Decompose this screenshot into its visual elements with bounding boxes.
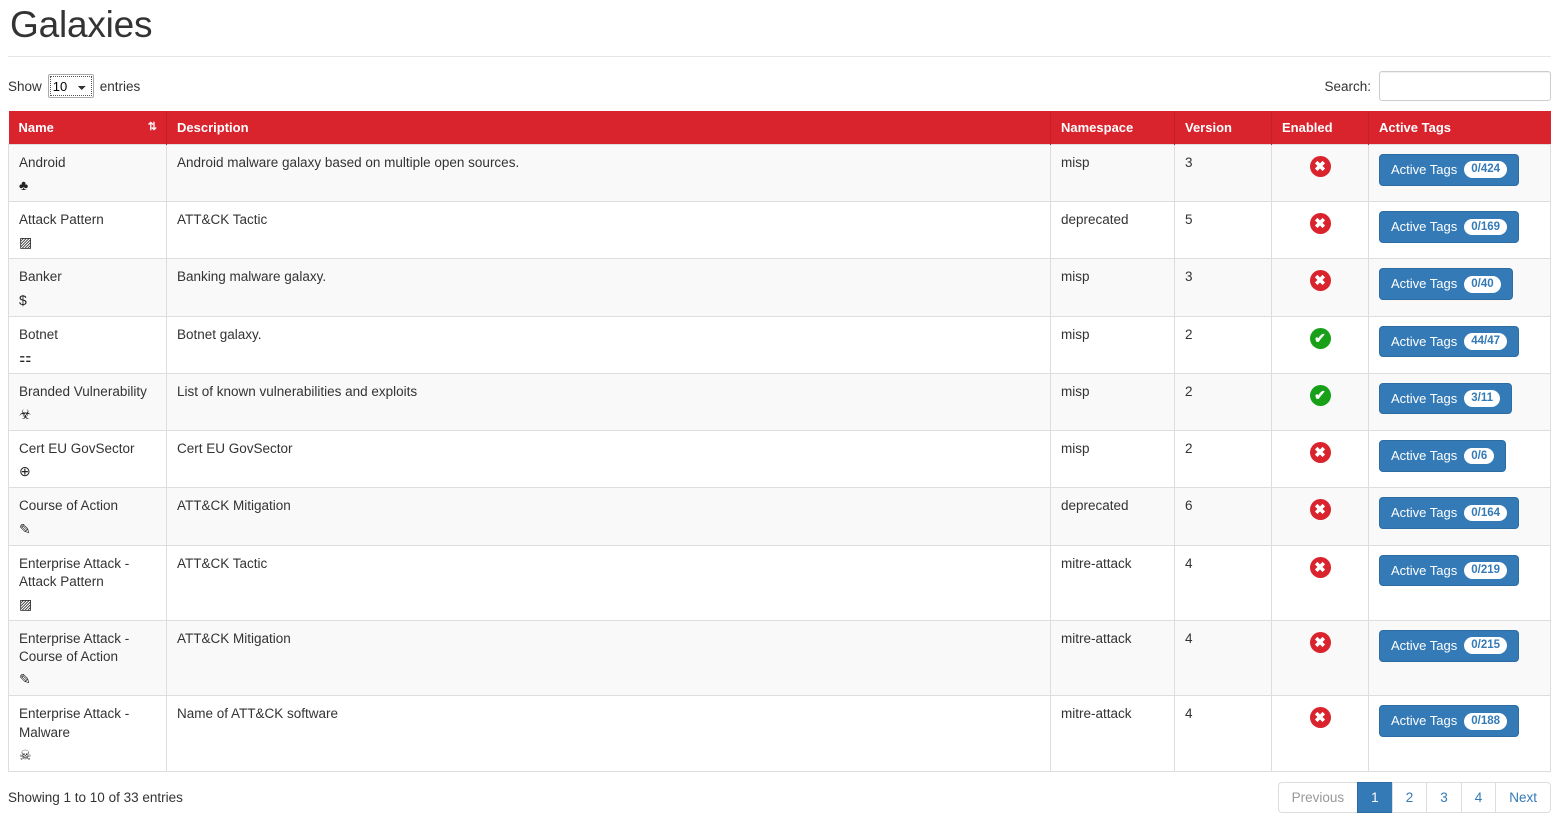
malware-icon: ☠ — [19, 746, 32, 763]
column-header-namespace[interactable] — [1051, 111, 1175, 145]
cell-description: ATT&CK Mitigation — [167, 620, 1051, 695]
cell-namespace: misp — [1051, 431, 1175, 488]
pagination-next[interactable]: Next — [1495, 782, 1551, 813]
show-label: Show — [8, 78, 42, 94]
cell-enabled — [1272, 545, 1369, 620]
page-title: Galaxies — [10, 4, 153, 45]
cell-name — [9, 488, 167, 545]
cell-name — [9, 545, 167, 620]
cell-version: 2 — [1175, 431, 1272, 488]
table-row — [9, 620, 1551, 695]
active-tags-button[interactable] — [1379, 705, 1519, 737]
galaxies-table — [8, 111, 1551, 772]
galaxy-name: Botnet — [19, 326, 59, 342]
table-row — [9, 145, 1551, 202]
cell-enabled — [1272, 373, 1369, 430]
active-tags-count-badge: 0/215 — [1464, 637, 1507, 654]
table-row — [9, 431, 1551, 488]
disabled-cross-icon[interactable]: ✖ — [1310, 557, 1331, 578]
active-tags-button-label: Active Tags — [1391, 276, 1458, 292]
active-tags-button[interactable] — [1379, 154, 1519, 186]
search-label: Search: — [1324, 78, 1371, 94]
active-tags-count-badge: 0/40 — [1464, 276, 1500, 293]
active-tags-count-badge: 0/219 — [1464, 562, 1507, 579]
cell-namespace: deprecated — [1051, 202, 1175, 259]
active-tags-button-label: Active Tags — [1391, 333, 1458, 349]
cell-active-tags — [1369, 488, 1551, 545]
table-row — [9, 696, 1551, 771]
cell-namespace: mitre-attack — [1051, 696, 1175, 771]
table-row — [9, 202, 1551, 259]
cell-version: 4 — [1175, 620, 1272, 695]
active-tags-button-label: Active Tags — [1391, 162, 1458, 177]
sort-icon[interactable]: ⇅ — [147, 121, 156, 133]
cell-namespace: misp — [1051, 373, 1175, 430]
galaxy-name: Enterprise Attack - Attack Pattern — [19, 555, 130, 589]
cell-description: ATT&CK Tactic — [167, 202, 1051, 259]
active-tags-count-badge: 0/188 — [1464, 713, 1507, 730]
attack-pattern-icon: ▨ — [19, 234, 33, 251]
cell-active-tags — [1369, 696, 1551, 771]
table-body — [9, 145, 1551, 772]
cell-namespace: deprecated — [1051, 488, 1175, 545]
active-tags-button[interactable] — [1379, 268, 1513, 300]
cell-description: ATT&CK Tactic — [167, 545, 1051, 620]
cell-version: 4 — [1175, 545, 1272, 620]
table-row — [9, 545, 1551, 620]
active-tags-button[interactable] — [1379, 555, 1519, 587]
globe-icon: ⊕ — [19, 463, 31, 480]
cell-active-tags — [1369, 431, 1551, 488]
cell-enabled — [1272, 696, 1369, 771]
page-length-select[interactable] — [48, 74, 94, 98]
galaxy-name: Cert EU GovSector — [19, 441, 135, 457]
column-label-name: Name — [18, 120, 54, 135]
bug-icon: ☣ — [19, 406, 32, 423]
cell-version: 6 — [1175, 488, 1272, 545]
disabled-cross-icon[interactable]: ✖ — [1310, 270, 1331, 291]
column-label-namespace: Namespace — [1061, 120, 1134, 135]
cell-namespace: misp — [1051, 259, 1175, 316]
cell-description: Banking malware galaxy. — [167, 259, 1051, 316]
disabled-cross-icon[interactable]: ✖ — [1310, 156, 1331, 177]
galaxy-name: Attack Pattern — [19, 212, 104, 228]
cell-name — [9, 431, 167, 488]
cell-description: Name of ATT&CK software — [167, 696, 1051, 771]
wrench-icon: ✎ — [19, 520, 31, 537]
active-tags-button-label: Active Tags — [1391, 562, 1458, 578]
pagination — [1278, 782, 1551, 813]
cell-name — [9, 373, 167, 430]
cell-namespace: mitre-attack — [1051, 620, 1175, 695]
active-tags-button-label: Active Tags — [1391, 505, 1458, 521]
cell-version: 2 — [1175, 316, 1272, 373]
active-tags-button[interactable] — [1379, 326, 1519, 358]
cell-description: Cert EU GovSector — [167, 431, 1051, 488]
cell-version: 5 — [1175, 202, 1272, 259]
page-length-menu — [8, 74, 140, 98]
cell-enabled — [1272, 316, 1369, 373]
active-tags-button-label: Active Tags — [1391, 390, 1458, 406]
column-header-description[interactable] — [167, 111, 1051, 145]
galaxy-name: Banker — [19, 269, 62, 285]
galaxy-name: Branded Vulnerability — [19, 383, 147, 399]
disabled-cross-icon[interactable]: ✖ — [1310, 632, 1331, 653]
cell-name — [9, 696, 167, 771]
enabled-check-icon[interactable]: ✔ — [1310, 328, 1331, 349]
cell-active-tags — [1369, 545, 1551, 620]
table-head — [9, 111, 1551, 145]
galaxy-name: Course of Action — [19, 498, 119, 514]
table-row — [9, 316, 1551, 373]
wrench-icon: ✎ — [19, 671, 31, 688]
cell-active-tags — [1369, 316, 1551, 373]
cell-active-tags — [1369, 373, 1551, 430]
cell-description: ATT&CK Mitigation — [167, 488, 1051, 545]
active-tags-button-label: Active Tags — [1391, 637, 1458, 653]
active-tags-button[interactable] — [1379, 440, 1506, 472]
dollar-icon: $ — [19, 291, 27, 308]
cell-namespace: mitre-attack — [1051, 545, 1175, 620]
cell-enabled — [1272, 202, 1369, 259]
cell-enabled — [1272, 431, 1369, 488]
cell-name — [9, 620, 167, 695]
column-header-name[interactable] — [9, 111, 167, 145]
search-box — [1324, 71, 1551, 101]
disabled-cross-icon[interactable]: ✖ — [1310, 707, 1331, 728]
active-tags-count-badge: 0/164 — [1464, 505, 1507, 522]
active-tags-button-label: Active Tags — [1391, 448, 1458, 464]
pagination-page-4[interactable]: 4 — [1461, 782, 1496, 813]
cell-namespace: misp — [1051, 316, 1175, 373]
galaxy-name: Android — [19, 155, 66, 170]
cell-name — [9, 259, 167, 316]
cell-active-tags — [1369, 259, 1551, 316]
pagination-page-2[interactable]: 2 — [1392, 782, 1427, 813]
disabled-cross-icon[interactable]: ✖ — [1310, 442, 1331, 463]
active-tags-button[interactable] — [1379, 211, 1519, 243]
active-tags-count-badge: 0/424 — [1464, 161, 1507, 178]
column-label-version: Version — [1185, 120, 1232, 135]
cell-active-tags — [1369, 145, 1551, 202]
active-tags-button-label: Active Tags — [1391, 713, 1458, 729]
column-label-active-tags: Active Tags — [1379, 120, 1452, 135]
active-tags-button[interactable] — [1379, 383, 1512, 415]
entries-label: entries — [99, 78, 141, 94]
column-label-description: Description — [177, 120, 249, 135]
pagination-page-1[interactable]: 1 — [1357, 782, 1392, 813]
cell-version: 2 — [1175, 373, 1272, 430]
table-row — [9, 488, 1551, 545]
cell-enabled — [1272, 620, 1369, 695]
table-row — [9, 373, 1551, 430]
active-tags-count-badge: 3/11 — [1464, 390, 1500, 407]
pagination-page-3[interactable]: 3 — [1426, 782, 1461, 813]
disabled-cross-icon[interactable]: ✖ — [1310, 499, 1331, 520]
cell-version: 3 — [1175, 259, 1272, 316]
cell-version: 4 — [1175, 696, 1272, 771]
cell-description: Botnet galaxy. — [167, 316, 1051, 373]
disabled-cross-icon[interactable]: ✖ — [1310, 213, 1331, 234]
cell-enabled — [1272, 488, 1369, 545]
cell-description: List of known vulnerabilities and exploits — [167, 373, 1051, 430]
cell-namespace: misp — [1051, 145, 1175, 202]
galaxy-name: Enterprise Attack - Course of Action — [19, 630, 130, 665]
active-tags-button[interactable] — [1379, 497, 1519, 529]
cell-enabled — [1272, 145, 1369, 202]
column-header-enabled[interactable] — [1272, 111, 1369, 145]
column-header-active-tags[interactable] — [1369, 111, 1551, 145]
cell-name — [9, 145, 167, 202]
active-tags-count-badge: 44/47 — [1464, 333, 1507, 350]
galaxy-name: Enterprise Attack - Malware — [19, 706, 130, 740]
entries-info: Showing 1 to 10 of 33 entries — [8, 789, 183, 805]
android-galaxy-icon: ♣ — [19, 177, 29, 194]
active-tags-button[interactable] — [1379, 630, 1519, 662]
enabled-check-icon[interactable]: ✔ — [1310, 385, 1331, 406]
search-input[interactable] — [1379, 71, 1551, 101]
active-tags-button-label: Active Tags — [1391, 219, 1458, 235]
active-tags-count-badge: 0/6 — [1464, 448, 1494, 465]
table-controls — [8, 57, 1551, 111]
cell-name — [9, 316, 167, 373]
cell-active-tags — [1369, 202, 1551, 259]
column-label-enabled: Enabled — [1282, 120, 1333, 135]
cell-name — [9, 202, 167, 259]
table-header-row — [9, 111, 1551, 145]
sitemap-icon: ⚏ — [19, 348, 32, 365]
cell-enabled — [1272, 259, 1369, 316]
cell-description: Android malware galaxy based on multiple open sources. — [167, 145, 1051, 202]
attack-pattern-icon: ▨ — [19, 595, 33, 612]
active-tags-count-badge: 0/169 — [1464, 219, 1507, 236]
table-footer — [8, 772, 1551, 813]
table-row — [9, 259, 1551, 316]
pagination-previous[interactable]: Previous — [1278, 782, 1358, 813]
column-header-version[interactable] — [1175, 111, 1272, 145]
cell-active-tags — [1369, 620, 1551, 695]
cell-version: 3 — [1175, 145, 1272, 202]
